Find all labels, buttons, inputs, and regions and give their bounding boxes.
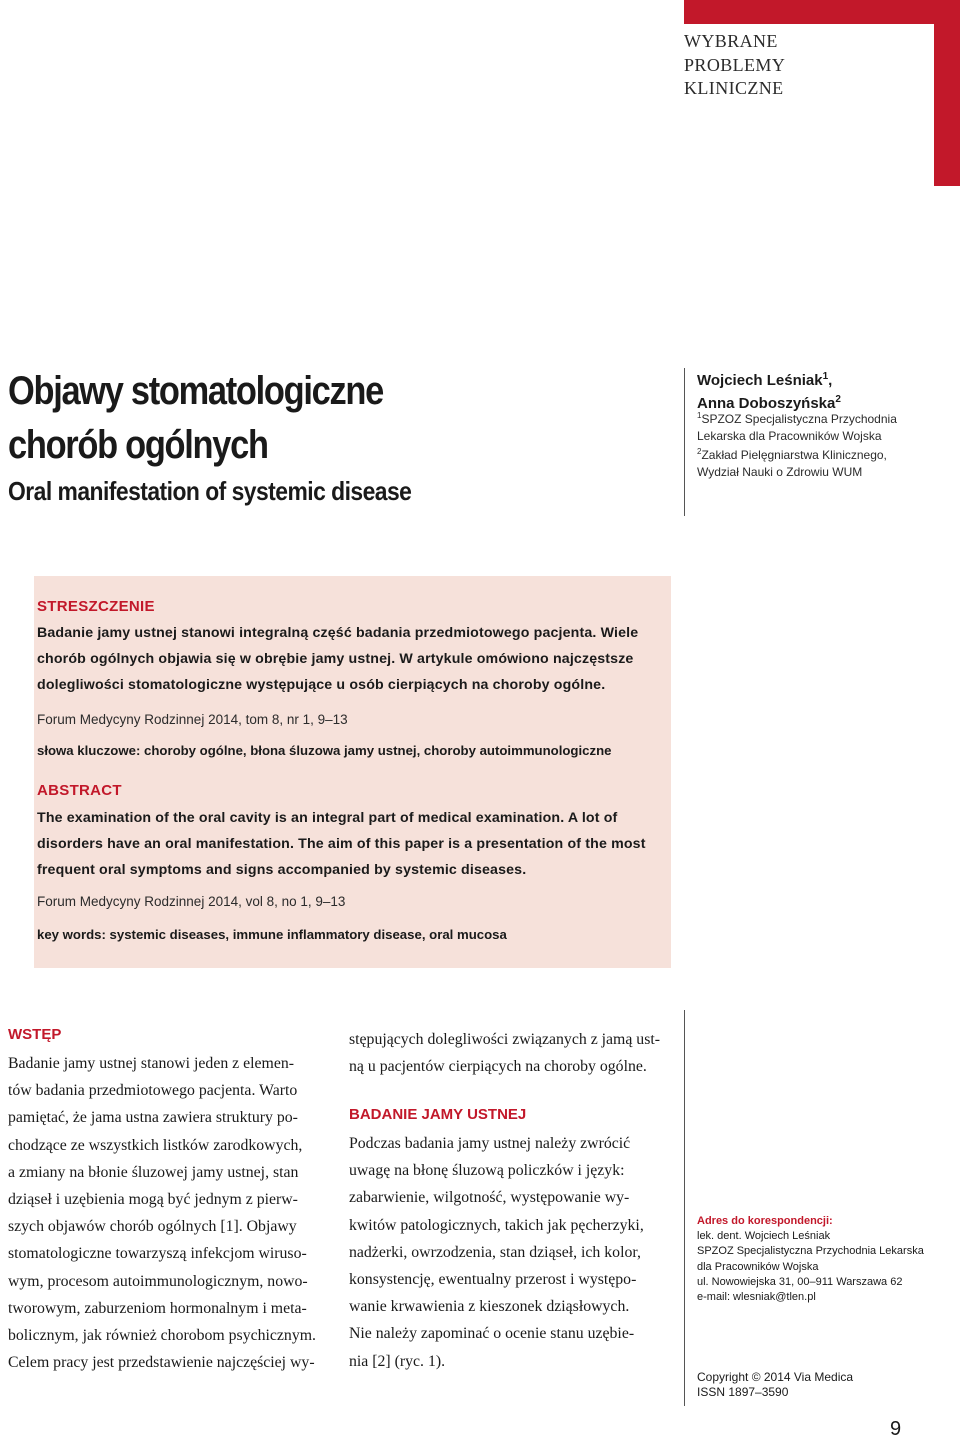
body-line: Badanie jamy ustnej stanowi jeden z elemen- (8, 1055, 295, 1072)
body-line: stomatologiczne towarzyszą infekcjom wiruso- (8, 1245, 307, 1263)
article-title-en: Oral manifestation of systemic disease (8, 476, 412, 506)
correspondence (697, 1214, 952, 1305)
affil-line: Wydział Nauki o Zdrowiu WUM (697, 464, 863, 479)
copyright (697, 1370, 952, 1399)
affil-line: SPZOZ Specjalistyczna Przychodnia (701, 412, 897, 426)
title-pl-line: Objawy stomatologiczne (8, 369, 383, 413)
affil-line: Lekarska dla Pracowników Wojska (697, 428, 882, 443)
body-line: Podczas badania jamy ustnej należy zwrócić (349, 1135, 631, 1152)
issn-line: ISSN 1897–3590 (697, 1384, 789, 1399)
correspondence-line: ul. Nowowiejska 31, 00–911 Warszawa 62 (697, 1275, 903, 1288)
body-line: chodzące ze wszystkich listków zarodkowych, (8, 1136, 303, 1154)
correspondence-line: SPZOZ Specjalistyczna Przychodnia Lekarska (697, 1245, 924, 1258)
keywords-pl: słowa kluczowe: choroby ogólne, błona śluzowa jamy ustnej, choroby autoimmunologiczne (37, 743, 612, 758)
body-line: Nie należy zapominać o ocenie stanu uzębie- (349, 1325, 635, 1343)
section-heading-badanie: BADANIE JAMY USTNEJ (349, 1106, 527, 1123)
affil-sup: 2 (697, 447, 702, 456)
citation-pl: Forum Medycyny Rodzinnej 2014, tom 8, nr 1, 9–13 (37, 712, 348, 727)
body-line: uwagę na błonę śluzową policzków i język: (349, 1162, 625, 1180)
body-line: pamiętać, że jama ustna zawiera struktury po- (8, 1109, 298, 1127)
body-line: stępujących dolegliwości związanych z jamą ust- (349, 1031, 660, 1048)
body-column-2-intro (349, 1026, 671, 1080)
section-label-line: PROBLEMY (684, 54, 786, 75)
author-sup: 2 (835, 394, 841, 405)
body-line: nadżerki, owrzodzenia, stan dziąseł, ich kolor, (349, 1243, 641, 1261)
abstract-box (34, 576, 671, 968)
body-line: bolicznym, jak również chorobom psychicznym. (8, 1327, 316, 1345)
title-pl-line: chorób ogólnych (8, 423, 268, 467)
correspondence-line: dla Pracowników Wojska (697, 1260, 819, 1273)
abstract-line: chorób ogólnych objawia się w obrębie jamy ustnej. W artykule omówiono najczęstsze (37, 651, 634, 667)
body-column-1 (8, 1050, 330, 1376)
divider-line (684, 368, 685, 516)
body-line: wanie krwawienia z kieszonek dziąsłowych. (349, 1298, 630, 1316)
abstract-en-text (37, 805, 657, 883)
body-line: konsystencję, ewentualny przerost i występo- (349, 1271, 637, 1289)
article-title-pl (8, 364, 558, 472)
body-column-2 (349, 1130, 671, 1375)
body-line: ną u pacjentów cierpiących na choroby ogólne. (349, 1058, 647, 1076)
body-line: nia [2] (ryc. 1). (349, 1352, 446, 1370)
abstract-en-heading: ABSTRACT (37, 782, 122, 799)
abstract-line: frequent oral symptoms and signs accompanied by systemic diseases. (37, 862, 527, 878)
abstract-line: disorders have an oral manifestation. The aim of this paper is a presentation of the most (37, 836, 646, 852)
abstract-line: Badanie jamy ustnej stanowi integralną część badania przedmiotowego pacjenta. Wiele (37, 625, 639, 641)
body-line: szych objawów chorób ogólnych [1]. Objawy (8, 1218, 297, 1236)
abstract-pl-heading: STRESZCZENIE (37, 598, 155, 615)
body-line: a zmiany na błonie śluzowej jamy ustnej, stan (8, 1163, 299, 1181)
body-line: Celem pracy jest przedstawienie najczęściej wy- (8, 1354, 315, 1372)
author-line: Wojciech Leśniak$^1$, (697, 371, 833, 389)
section-label-line: WYBRANE (684, 31, 778, 51)
body-line: wym, procesom autoimmunologicznym, nowo- (8, 1272, 308, 1290)
section-label-line: KLINICZNE (684, 78, 784, 98)
body-line: tów badania przedmiotowego pacjenta. Warto (8, 1082, 298, 1100)
authors (697, 367, 952, 413)
side-accent-bar (934, 0, 960, 186)
page-number: 9 (890, 1418, 902, 1440)
correspondence-title: Adres do korespondencji: (697, 1215, 833, 1227)
affil-line: Zakład Pielęgniarstwa Klinicznego, (701, 448, 887, 462)
divider-line (684, 1010, 685, 1406)
header-accent-bar (684, 0, 960, 24)
author-name: Anna Doboszyńska (697, 395, 836, 412)
body-line: tworowym, zaburzeniom hormonalnym i meta- (8, 1299, 307, 1317)
correspondence-email: e-mail: wlesniak@tlen.pl (697, 1291, 816, 1304)
section-heading-wstep: WSTĘP (8, 1026, 62, 1043)
abstract-line: dolegliwości stomatologiczne występujące u osób cierpiących na choroby ogólne. (37, 677, 606, 693)
copyright-line: Copyright © 2014 Via Medica (697, 1370, 854, 1384)
author-name: Wojciech Leśniak (697, 372, 823, 389)
abstract-pl-text (37, 620, 657, 698)
body-line: zabarwienie, wilgotność, występowanie wy- (349, 1189, 630, 1207)
citation-en: Forum Medycyny Rodzinnej 2014, vol 8, no 1, 9–13 (37, 894, 346, 909)
body-line: kwitów patologicznych, takich jak pęcherzyki, (349, 1216, 644, 1234)
affiliations (697, 408, 952, 480)
affil-sup: 1 (697, 411, 702, 420)
body-line: dziąseł i uzębienia mogą być jednym z pierw- (8, 1191, 298, 1209)
keywords-en: key words: systemic diseases, immune inflammatory disease, oral mucosa (37, 927, 507, 942)
abstract-line: The examination of the oral cavity is an integral part of medical examination. A lot of (37, 810, 618, 826)
correspondence-line: lek. dent. Wojciech Leśniak (697, 1230, 831, 1243)
author-sup: 1 (822, 371, 829, 382)
section-label (684, 30, 884, 101)
